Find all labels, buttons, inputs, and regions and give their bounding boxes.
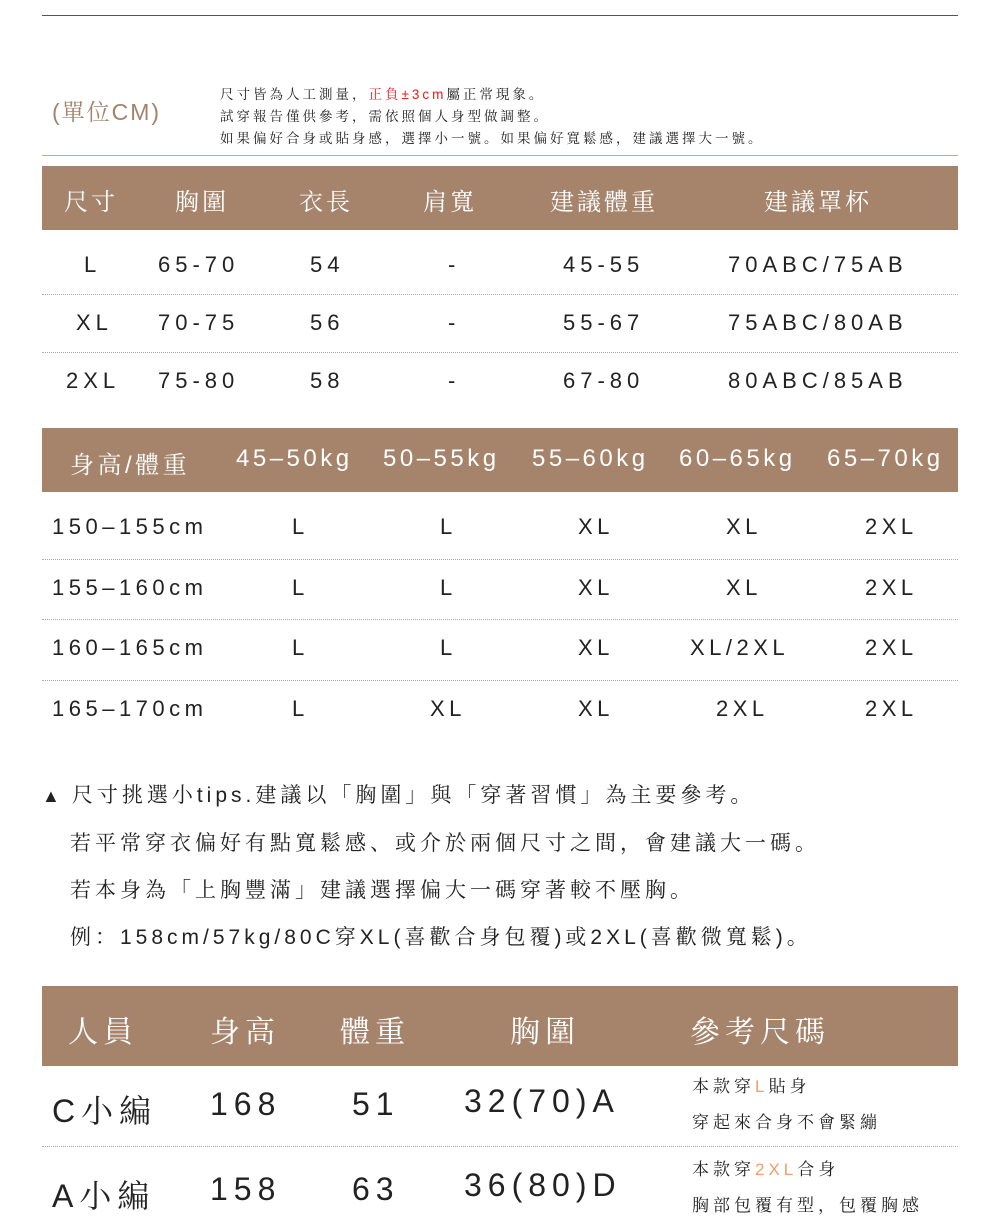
header-bust: 胸圍 [510,1016,580,1049]
model-weight: 51 [352,1086,400,1122]
header-weight: 建議體重 [550,189,658,216]
model-size-note: 本款穿2XL合身 胸部包覆有型，包覆胸感 [692,1160,923,1215]
row-divider [42,352,958,353]
top-divider [42,15,958,16]
header-weight-5: 65–70kg [827,445,944,472]
note-line-3: 如果偏好合身或貼身感，選擇小一號。如果偏好寬鬆感，建議選擇大一號。 [220,131,765,146]
model-bust: 36(80)D [464,1167,622,1203]
header-weight-3: 55–60kg [532,445,649,472]
header-person: 人員 [68,1016,138,1049]
triangle-icon: ▲ [42,786,64,806]
header-bust: 胸圍 [175,189,229,216]
table-row: 150–155cm L L XL XL 2XL [52,514,918,539]
table-row: 160–165cm L L XL XL/2XL 2XL [52,635,918,660]
table-row: 165–170cm L XL XL 2XL 2XL [52,696,918,721]
notes-divider [42,155,958,156]
header-weight-4: 60–65kg [679,445,796,472]
tips-line-1: ▲ 尺寸挑選小tips.建議以「胸圍」與「穿著習慣」為主要參考。 [42,772,820,820]
header-length: 衣長 [299,189,353,216]
header-weight: 體重 [340,1016,410,1049]
model-height: 158 [210,1171,282,1207]
table-row: L 65-70 54 - 45-55 70ABC/75AB [84,252,908,277]
table-row: XL 70-75 56 - 55-67 75ABC/80AB [76,310,908,335]
model-weight: 63 [352,1171,400,1207]
model-height: 168 [210,1086,282,1122]
unit-label: (單位CM) [52,99,162,125]
size-table-header [42,166,958,230]
note-line-2: 試穿報告僅供參考，需依照個人身型做調整。 [220,109,550,124]
header-reference-size: 參考尺碼 [690,1016,830,1049]
header-shoulder: 肩寬 [423,189,477,216]
fit-table-header [42,428,958,492]
table-row: 2XL 75-80 58 - 67-80 80ABC/85AB [66,368,908,393]
header-weight-1: 45–50kg [236,445,353,472]
model-name: C小編 [52,1093,158,1129]
header-weight-2: 50–55kg [383,445,500,472]
header-height: 身高 [210,1016,280,1049]
size-tips [42,772,820,961]
tips-line-4: 例：158cm/57kg/80C穿XL(喜歡合身包覆)或2XL(喜歡微寬鬆)。 [70,926,812,949]
measurement-notes [220,84,765,150]
row-divider [42,294,958,295]
table-row: 155–160cm L L XL XL 2XL [52,575,918,600]
table-row [42,1147,958,1231]
header-cup: 建議罩杯 [764,189,872,216]
model-size-note: 本款穿L貼身 穿起來合身不會緊繃 [692,1077,881,1132]
model-bust: 32(70)A [464,1083,620,1119]
model-table-header [42,986,958,1066]
model-name: A小編 [52,1178,156,1214]
tips-line-3: 若本身為「上胸豐滿」建議選擇偏大一碼穿著較不壓胸。 [70,879,695,902]
tips-line-2: 若平常穿衣偏好有點寬鬆感、或介於兩個尺寸之間，會建議大一碼。 [70,832,820,855]
tolerance-highlight: 正負±3cm [368,87,447,102]
header-height-weight: 身高/體重 [70,452,191,479]
header-size: 尺寸 [64,189,118,216]
table-row [42,1066,958,1150]
note-line-1: 尺寸皆為人工測量，正負±3cm屬正常現象。 [220,87,546,102]
